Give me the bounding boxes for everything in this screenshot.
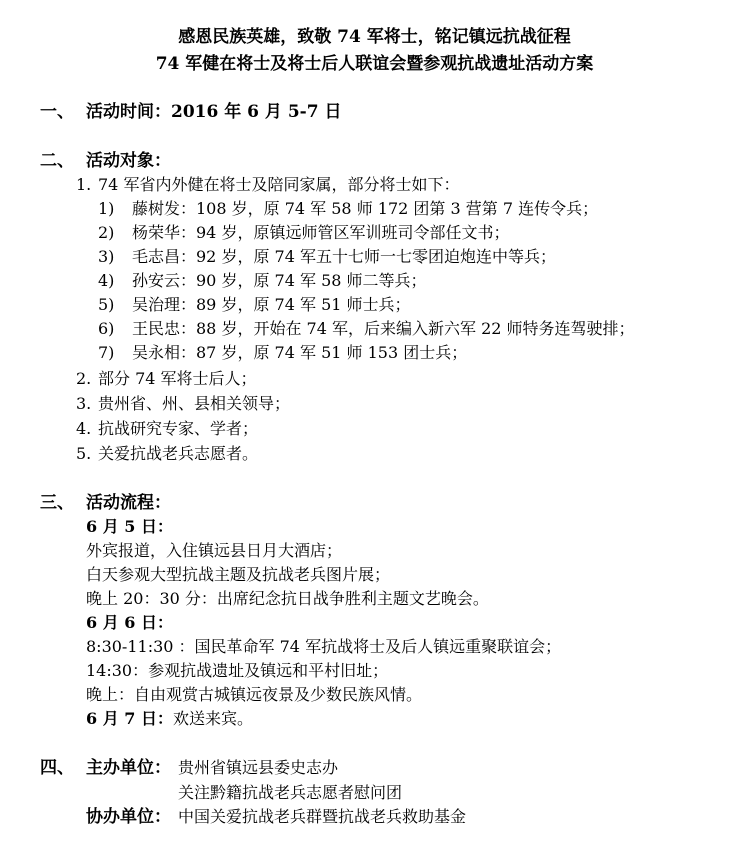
list-text: 抗战研究专家、学者； bbox=[98, 419, 259, 438]
doc-title-line2: 74 军健在将士及将士后人联谊会暨参观抗战遗址活动方案 bbox=[155, 54, 594, 74]
list-number: 6) bbox=[98, 319, 115, 338]
list-number: 2. bbox=[76, 369, 92, 388]
schedule-item: 8:30-11:30 ：国民革命军 74 军抗战将士及后人镇远重聚联谊会； bbox=[86, 637, 562, 656]
section-participants bbox=[40, 149, 171, 173]
veteran-item bbox=[98, 245, 556, 269]
doc-title-line1: 感恩民族英雄，致敬 74 军将士，铭记镇远抗战征程 bbox=[178, 27, 571, 47]
schedule-item: 晚上：自由观赏古城镇远夜景及少数民族风情。 bbox=[86, 685, 423, 704]
list-text: 关爱抗战老兵志愿者。 bbox=[98, 444, 259, 463]
host-org: 关注黔籍抗战老兵志愿者慰问团 bbox=[178, 783, 403, 802]
list-number: 7) bbox=[98, 343, 115, 362]
section-number: 三、 bbox=[40, 493, 74, 513]
list-number: 5) bbox=[98, 295, 115, 314]
list-text: 王民忠：88 岁，开始在 74 军，后来编入新六军 22 师特务连驾驶排； bbox=[132, 319, 635, 338]
day3-date: 6 月 7 日： bbox=[86, 709, 173, 728]
list-text: 贵州省、州、县相关领导； bbox=[98, 394, 291, 413]
section-number: 一、 bbox=[40, 102, 74, 122]
schedule-item: 外宾报道，入住镇远县日月大酒店； bbox=[86, 541, 343, 560]
co-organizer: 中国关爱抗战老兵群暨抗战老兵救助基金 bbox=[178, 807, 467, 826]
list-item bbox=[76, 392, 290, 416]
list-item bbox=[76, 417, 258, 441]
list-text: 吴永相：87 岁，原 74 军 51 师 153 团士兵； bbox=[132, 343, 468, 362]
host-org: 贵州省镇远县委史志办 bbox=[178, 758, 339, 777]
day2-date: 6 月 6 日： bbox=[86, 613, 173, 632]
list-number: 2) bbox=[98, 223, 115, 242]
section-organizers bbox=[40, 756, 338, 780]
section-schedule bbox=[40, 491, 171, 515]
schedule-item: 晚上 20：30 分：出席纪念抗日战争胜利主题文艺晚会。 bbox=[86, 589, 489, 608]
list-item bbox=[76, 173, 459, 197]
list-item bbox=[76, 367, 257, 391]
list-text: 毛志昌：92 岁，原 74 军五十七师一七零团迫炮连中等兵； bbox=[132, 247, 556, 266]
list-item bbox=[76, 442, 258, 466]
list-text: 藤树发：108 岁，原 74 军 58 师 172 团第 3 营第 7 连传令兵； bbox=[132, 199, 599, 218]
co-organizer-label: 协办单位： bbox=[86, 807, 171, 827]
list-text: 杨荣华：94 岁，原镇远师管区军训班司令部任文书； bbox=[132, 223, 510, 242]
host-label: 主办单位： bbox=[86, 758, 171, 778]
day3-text: 欢送来宾。 bbox=[172, 709, 253, 728]
section-number: 四、 bbox=[40, 758, 74, 778]
list-number: 4. bbox=[76, 419, 92, 438]
veteran-item bbox=[98, 197, 598, 221]
list-number: 1) bbox=[98, 199, 115, 218]
section-number: 二、 bbox=[40, 151, 74, 171]
schedule-item: 白天参观大型抗战主题及抗战老兵图片展； bbox=[86, 565, 391, 584]
list-text: 吴治理：89 岁，原 74 军 51 师士兵； bbox=[132, 295, 411, 314]
co-organizer-row bbox=[86, 805, 466, 829]
list-text: 74 军省内外健在将士及陪同家属，部分将士如下： bbox=[98, 175, 460, 194]
list-number: 3. bbox=[76, 394, 92, 413]
veteran-item bbox=[98, 293, 411, 317]
list-number: 5. bbox=[76, 444, 92, 463]
list-number: 3) bbox=[98, 247, 115, 266]
list-text: 部分 74 军将士后人； bbox=[98, 369, 257, 388]
veteran-item bbox=[98, 221, 509, 245]
event-date: 2016 年 6 月 5-7 日 bbox=[171, 102, 342, 122]
schedule-item: 14:30：参观抗战遗址及镇远和平村旧址； bbox=[86, 661, 389, 680]
veteran-item bbox=[98, 269, 427, 293]
list-text: 孙安云：90 岁，原 74 军 58 师二等兵； bbox=[132, 271, 427, 290]
section-label: 活动对象： bbox=[86, 151, 171, 171]
section-time bbox=[40, 100, 341, 124]
day1-date: 6 月 5 日： bbox=[86, 517, 173, 536]
section-label: 活动时间： bbox=[86, 102, 171, 122]
section-label: 活动流程： bbox=[86, 493, 171, 513]
veteran-item bbox=[98, 317, 635, 341]
list-number: 1. bbox=[76, 175, 92, 194]
day3-row bbox=[86, 707, 253, 731]
veteran-item bbox=[98, 341, 467, 365]
list-number: 4) bbox=[98, 271, 115, 290]
